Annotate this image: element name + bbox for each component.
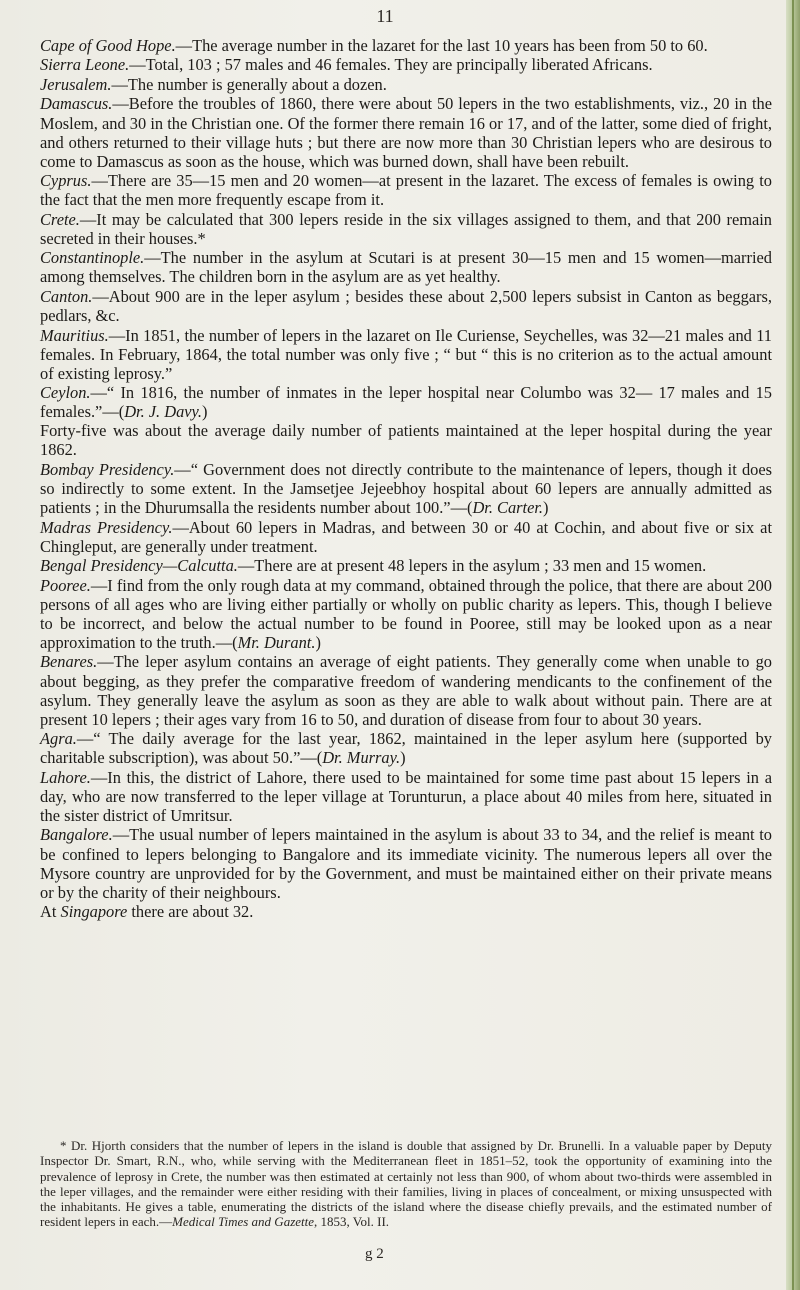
paragraph: [40, 94, 772, 170]
paragraph: [40, 825, 772, 901]
place-heading: Bengal Presidency—Calcutta.: [40, 556, 238, 576]
place-heading: Cape of Good Hope.: [40, 36, 176, 55]
place-heading: Damascus.: [40, 94, 113, 114]
footnote-text: * Dr. Hjorth considers that the number of lepers in the island is double that assigned by Dr. Brunelli. In a valuable paper by Deputy Inspector Dr. Smart, R.N., who, while serving with the Mediterranean fleet in 1851–52, took the opportunity of examining into the prevalence of leprosy in Crete, the number was then estimated at certainly not less than 900, of whom about two-thirds were assembled in the leper villages, and the remainder were either residing with their families, living in places of concealment, or mixing unsuspected with the inhabitants. He gives a table, enumerating the districts of the island where the disease chiefly prevails, and the estimated number of resident lepers in each.—: [40, 1138, 772, 1230]
paragraph-text: —“ Government does not directly contribute to the maintenance of lepers, though it does so indirectly to some extent. In the Jamsetjee Jejeebhoy hospital about 60 lepers are annually admitted as patients ; in the Dhurumsalla the residents number about 100.”—(: [40, 459, 772, 518]
place-heading: Constantinople.: [40, 248, 145, 268]
place-heading: Pooree.: [40, 575, 91, 595]
paragraph: [40, 556, 772, 575]
paragraph-text-after: ): [400, 748, 406, 768]
citation: Mr. Durant.: [237, 632, 316, 652]
footnote-citation: Medical Times and Gazette: [172, 1214, 315, 1230]
paragraph: [40, 171, 772, 209]
paragraph: [40, 210, 772, 248]
place-heading: Benares.: [40, 652, 98, 672]
paragraph-text: —In this, the district of Lahore, there used to be maintained for some time past about 15 lepers in a day, who are now transferred to the leper village at Torunturun, a place about 40 miles from here, situated in the sister district of Umritsur.: [40, 767, 772, 825]
paragraph-text: —It may be calculated that 300 lepers reside in the six villages assigned to them, and that 200 remain secreted in their houses.*: [40, 209, 772, 248]
place-heading: Agra.: [40, 729, 77, 749]
place-heading: Canton.: [40, 286, 93, 306]
paragraph-lead: At: [40, 902, 61, 922]
citation: Dr. J. Davy.: [124, 402, 203, 422]
paragraph-text: —“ In 1816, the number of inmates in the leper hospital near Columbo was 32— 17 males and 15 females.”—(: [40, 383, 772, 422]
paragraph-text: —Before the troubles of 1860, there were about 50 lepers in the two establishments, viz., 20 in the Moslem, and 30 in the Christian one. Of the former there remain 16 or 17, and of the latter, some died of fright, and others returned to their village huts ; but there are now more than 30 Christian lepers who are desirous to come to Damascus as soon as the house, which was burned down, shall have been rebuilt.: [40, 94, 772, 171]
paragraph-text-after: ): [543, 498, 549, 518]
place-heading: Jerusalem.: [40, 74, 112, 94]
place-heading: Lahore.: [40, 767, 91, 787]
paragraph: [40, 652, 772, 728]
paragraph-text: —There are 35—15 men and 20 women—at present in the lazaret. The excess of females is owing to the fact that the men more frequently escape from it.: [40, 171, 772, 210]
body-text: [40, 36, 772, 922]
paragraph: [40, 518, 772, 556]
page-edge: [786, 0, 800, 1290]
place-heading: Bangalore.: [40, 825, 113, 845]
place-heading: Cyprus.: [40, 171, 92, 191]
paragraph: [40, 768, 772, 825]
place-heading: Bombay Presidency.: [40, 459, 175, 479]
paragraph-text: —The leper asylum contains an average of eight patients. They generally come when unable to go about begging, as they prefer the comparative freedom of wandering mendicants to the confinement of the asylum. They generally leave the asylum as soon as they are able to walk about without pain. There are at present 10 lepers ; their ages vary from 16 to 50, and duration of disease from four to about 30 years.: [40, 652, 772, 729]
paragraph: [40, 460, 772, 517]
paragraph: [40, 248, 772, 286]
place-heading: Madras Presidency.: [40, 517, 173, 537]
paragraph: [40, 902, 772, 921]
paragraph-text: —About 900 are in the leper asylum ; besides these about 2,500 lepers subsist in Canton as beggars, pedlars, &c.: [40, 286, 772, 326]
paragraph-text-after: ) Forty-five was about the average daily number of patients maintained at the leper hospital during the year 1862.: [40, 402, 772, 460]
paragraph-text: —About 60 lepers in Madras, and between 30 or 40 at Cochin, and about five or six at Chingleput, are generally under treatment.: [40, 517, 772, 556]
footnote-citation-tail: , 1853, Vol. II.: [314, 1214, 390, 1230]
paragraph-text: —The average number in the lazaret for the last 10 years has been from 50 to 60.: [175, 36, 708, 55]
paragraph: [40, 729, 772, 767]
paragraph-text: —The number is generally about a dozen.: [111, 74, 387, 94]
place-heading: Sierra Leone.: [40, 55, 130, 75]
paragraph: [40, 55, 772, 74]
place-heading: Ceylon.: [40, 383, 91, 403]
place-heading: Crete.: [40, 209, 80, 229]
paragraph-text: —In 1851, the number of lepers in the lazaret on Ile Curiense, Seychelles, was 32—21 males and 11 females. In February, 1864, the total number was only five ; “ but “ this is no criterion as to the actual amount of existing leprosy.”: [40, 325, 772, 383]
paragraph-text: —The usual number of lepers maintained in the asylum is about 33 to 34, and the relief is meant to be confined to lepers belonging to Bangalore and its immediate vicinity. The numerous lepers all over the Mysore country are unprovided for by the Government, and must be maintained either on their private means or by the charity of their neighbours.: [40, 825, 772, 902]
paragraph-text: there are about 32.: [127, 902, 254, 922]
paragraph-text: —“ The daily average for the last year, 1862, maintained in the leper asylum here (supported by charitable subscription), was about 50.”—(: [40, 729, 772, 768]
paragraph: [40, 36, 772, 55]
footnote-paragraph: [40, 1138, 772, 1230]
place-heading: Singapore: [60, 902, 128, 922]
footnote: [40, 1138, 772, 1230]
citation: Dr. Carter.: [472, 498, 544, 518]
paragraph-text: —Total, 103 ; 57 males and 46 females. They are principally liberated Africans.: [129, 55, 653, 75]
paragraph: [40, 576, 772, 652]
paragraph: [40, 383, 772, 459]
paragraph: [40, 287, 772, 325]
signature-mark: g 2: [365, 1246, 384, 1262]
citation: Dr. Murray.: [322, 748, 401, 768]
paragraph-text-after: ): [315, 632, 321, 652]
paragraph: [40, 75, 772, 94]
paragraph-text: —I find from the only rough data at my command, obtained through the police, that there are about 200 persons of all ages who are living either partially or wholly on public charity as lepers. This, though I believe to be incorrect, and below the actual number to be found in Pooree, still may be looked upon as a near approximation to the truth.—(: [40, 575, 772, 652]
place-heading: Mauritius.: [40, 325, 109, 345]
page-number: 11: [376, 6, 394, 26]
paragraph-text: —The number in the asylum at Scutari is at present 30—15 men and 15 women—married among themselves. The children born in the asylum are as yet healthy.: [40, 248, 772, 287]
paragraph: [40, 326, 772, 383]
paragraph-text: —There are at present 48 lepers in the asylum ; 33 men and 15 women.: [237, 556, 707, 576]
